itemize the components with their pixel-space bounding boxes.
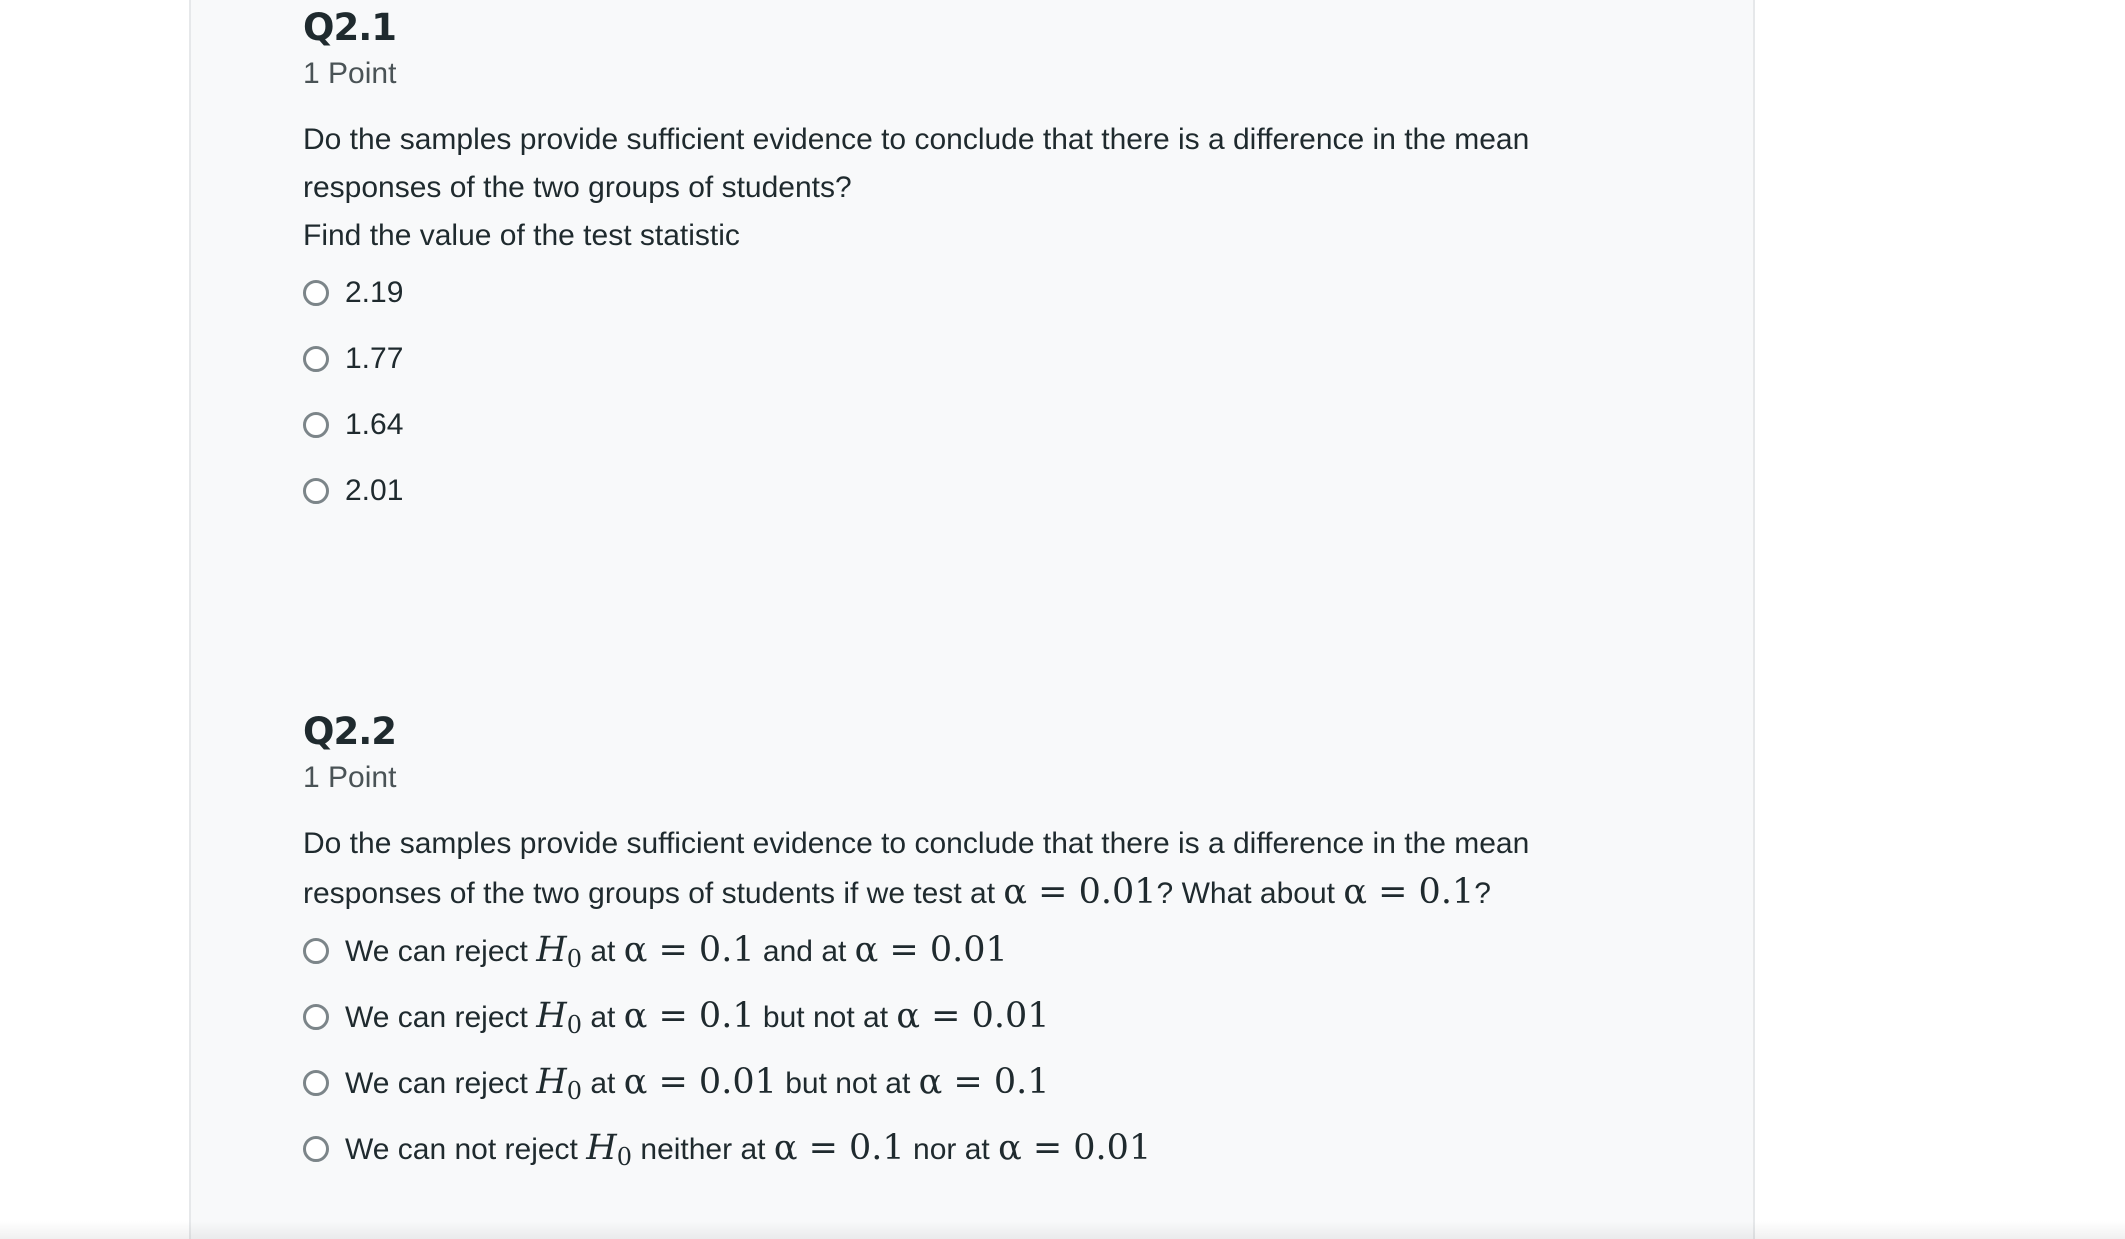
- answer-option[interactable]: [303, 260, 1603, 326]
- math-expression: α = 0.1: [623, 995, 755, 1036]
- question-title: Q2.2: [303, 710, 396, 753]
- math-variable: H: [536, 1061, 567, 1102]
- math-expression: [586, 1127, 633, 1171]
- text-fragment: We can reject: [345, 1000, 537, 1034]
- text-fragment: and at: [754, 934, 855, 968]
- answer-option[interactable]: [303, 918, 1603, 984]
- answer-option[interactable]: [303, 326, 1603, 392]
- math-expression: α = 0.1: [773, 1127, 905, 1168]
- math-expression: α = 0.01: [998, 1127, 1152, 1168]
- question-title: Q2.1: [303, 6, 396, 49]
- math-expression: α = 0.1: [623, 929, 755, 970]
- question-text-line: Do the samples provide sufficient evidence to conclude that there is a difference in the mean: [303, 123, 1530, 156]
- answer-option[interactable]: [303, 1050, 1603, 1116]
- question-2-1: [303, 6, 1603, 524]
- question-text: [303, 116, 1603, 260]
- math-subscript: 0: [566, 1076, 583, 1105]
- option-label: [345, 930, 1008, 973]
- math-subscript: 0: [566, 944, 583, 973]
- math-expression: α = 0.01: [854, 929, 1008, 970]
- math-expression: α = 0.01: [1003, 872, 1157, 912]
- radio-button[interactable]: [303, 1004, 329, 1030]
- answer-option[interactable]: [303, 1116, 1603, 1182]
- answer-options: [303, 918, 1603, 1182]
- math-expression: [536, 1061, 583, 1105]
- text-fragment: at: [582, 934, 624, 968]
- text-fragment: but not at: [776, 1066, 919, 1100]
- math-expression: α = 0.1: [918, 1061, 1050, 1102]
- text-fragment: ? What about: [1156, 877, 1344, 910]
- radio-button[interactable]: [303, 412, 329, 438]
- question-text-line: responses of the two groups of students?: [303, 171, 852, 204]
- answer-option[interactable]: [303, 984, 1603, 1050]
- question-points: 1 Point: [303, 57, 397, 90]
- text-fragment: We can reject: [345, 934, 537, 968]
- question-2-2: [303, 710, 1603, 1182]
- text-fragment: We can reject: [345, 1066, 537, 1100]
- math-expression: α = 0.1: [1343, 872, 1475, 912]
- radio-button[interactable]: [303, 938, 329, 964]
- math-subscript: 0: [566, 1010, 583, 1039]
- answer-option[interactable]: [303, 392, 1603, 458]
- answer-option[interactable]: [303, 458, 1603, 524]
- text-fragment: ?: [1474, 877, 1491, 910]
- radio-button[interactable]: [303, 1070, 329, 1096]
- bottom-shadow: [0, 1221, 2125, 1239]
- option-label: 2.19: [345, 276, 404, 309]
- answer-options: [303, 260, 1603, 524]
- math-subscript: 0: [616, 1142, 633, 1171]
- text-fragment: neither at: [632, 1132, 774, 1166]
- radio-button[interactable]: [303, 478, 329, 504]
- option-label: [345, 1062, 1050, 1105]
- text-fragment: at: [582, 1000, 624, 1034]
- text-fragment: nor at: [904, 1132, 999, 1166]
- text-fragment: We can not reject: [345, 1132, 587, 1166]
- question-text: [303, 820, 1603, 918]
- text-fragment: but not at: [754, 1000, 897, 1034]
- radio-button[interactable]: [303, 346, 329, 372]
- option-label: [345, 996, 1050, 1039]
- option-label: 1.64: [345, 408, 404, 441]
- option-label: 2.01: [345, 474, 404, 507]
- question-text-line: Do the samples provide sufficient evidence to conclude that there is a difference in the mean: [303, 827, 1530, 860]
- option-label: 1.77: [345, 342, 404, 375]
- question-points: 1 Point: [303, 761, 397, 794]
- math-expression: α = 0.01: [623, 1061, 777, 1102]
- math-expression: α = 0.01: [896, 995, 1050, 1036]
- text-fragment: responses of the two groups of students if we test at: [303, 877, 1004, 910]
- option-label: [345, 1128, 1151, 1171]
- text-fragment: at: [582, 1066, 624, 1100]
- math-variable: H: [536, 995, 567, 1036]
- math-variable: H: [536, 929, 567, 970]
- radio-button[interactable]: [303, 280, 329, 306]
- question-text-line: [303, 868, 1603, 918]
- math-expression: [536, 995, 583, 1039]
- math-expression: [536, 929, 583, 973]
- radio-button[interactable]: [303, 1136, 329, 1162]
- question-prompt: Find the value of the test statistic: [303, 219, 740, 252]
- math-variable: H: [586, 1127, 617, 1168]
